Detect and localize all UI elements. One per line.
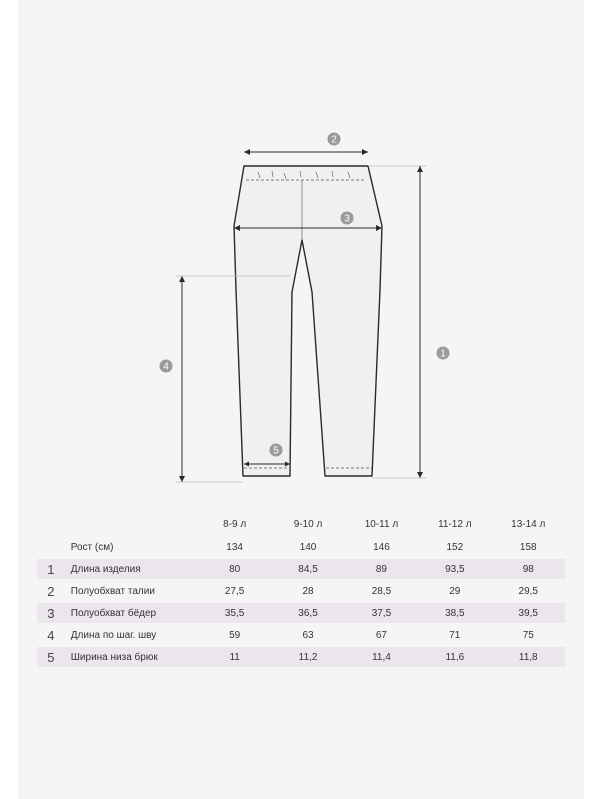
table-row [37, 647, 565, 667]
cell-value: 84,5 [271, 559, 344, 579]
svg-text:3: 3 [344, 213, 350, 225]
table-row [37, 581, 565, 601]
cell-value: 71 [449, 629, 461, 641]
table-row [37, 559, 565, 579]
height-row [37, 537, 565, 557]
marker-4 [160, 360, 173, 373]
arrow-waist-left [244, 149, 250, 155]
marker-5 [270, 444, 283, 457]
cell-value: 158 [519, 541, 537, 553]
cell-value: 36,5 [271, 603, 344, 623]
cell-value: 35,5 [198, 603, 271, 623]
table-row [37, 625, 565, 645]
arrow-length-bottom [417, 472, 423, 478]
row-label: Ширина низа брюк [65, 647, 198, 667]
cell-value: 39,5 [492, 603, 565, 623]
cell-value: 29 [449, 585, 461, 597]
size-label: 10-11 л [364, 518, 399, 530]
cell-value: 63 [302, 629, 314, 641]
row-number: 2 [47, 583, 55, 599]
cell-value: 37,5 [345, 603, 418, 623]
row-number: 3 [37, 603, 65, 623]
cell-value: 59 [229, 629, 241, 641]
size-table [37, 511, 565, 669]
cell-value: 134 [226, 541, 243, 553]
cell-value: 11,6 [418, 647, 491, 667]
size-header-row [37, 513, 565, 535]
row-number: 4 [47, 627, 55, 643]
marker-1 [437, 347, 450, 360]
row-label: Длина по шаг. шву [70, 629, 157, 641]
arrow-inseam-bottom [179, 476, 185, 482]
table-row [37, 603, 565, 623]
cell-value: 146 [373, 541, 390, 553]
cell-value: 98 [492, 559, 565, 579]
size-label: 8-9 л [223, 518, 247, 530]
arrow-waist-right [362, 149, 368, 155]
cell-value: 93,5 [418, 559, 491, 579]
row-number: 1 [37, 559, 65, 579]
cell-value: 11,2 [271, 647, 344, 667]
svg-text:4: 4 [163, 361, 169, 373]
row-label: Полуобхват талии [70, 585, 155, 597]
cell-value: 11,4 [345, 647, 418, 667]
cell-value: 29,5 [518, 585, 538, 597]
cell-value: 152 [446, 541, 464, 553]
svg-text:5: 5 [273, 445, 279, 457]
svg-text:1: 1 [440, 348, 446, 360]
size-label: 9-10 л [293, 518, 323, 530]
cell-value: 140 [299, 541, 317, 553]
row-label: Длина изделия [65, 559, 198, 579]
row-label: Полуобхват бёдер [65, 603, 198, 623]
size-label: 13-14 л [511, 518, 546, 530]
marker-2 [328, 133, 341, 146]
size-label: 11-12 л [438, 518, 472, 530]
cell-value: 75 [522, 629, 534, 641]
cell-value: 27,5 [224, 585, 245, 597]
cell-value: 80 [198, 559, 271, 579]
marker-3 [341, 212, 354, 225]
cell-value: 11 [198, 647, 271, 667]
cell-value: 67 [375, 629, 387, 641]
pants-outline [234, 166, 382, 476]
cell-value: 28 [302, 585, 314, 597]
row-number: 5 [37, 647, 65, 667]
cell-value: 28,5 [371, 585, 392, 597]
row-label: Рост (см) [70, 541, 114, 553]
cell-value: 11,8 [492, 647, 565, 667]
svg-text:2: 2 [331, 134, 337, 146]
cell-value: 38,5 [418, 603, 491, 623]
cell-value: 89 [345, 559, 418, 579]
arrow-inseam-top [179, 276, 185, 282]
arrow-length-top [417, 166, 423, 172]
